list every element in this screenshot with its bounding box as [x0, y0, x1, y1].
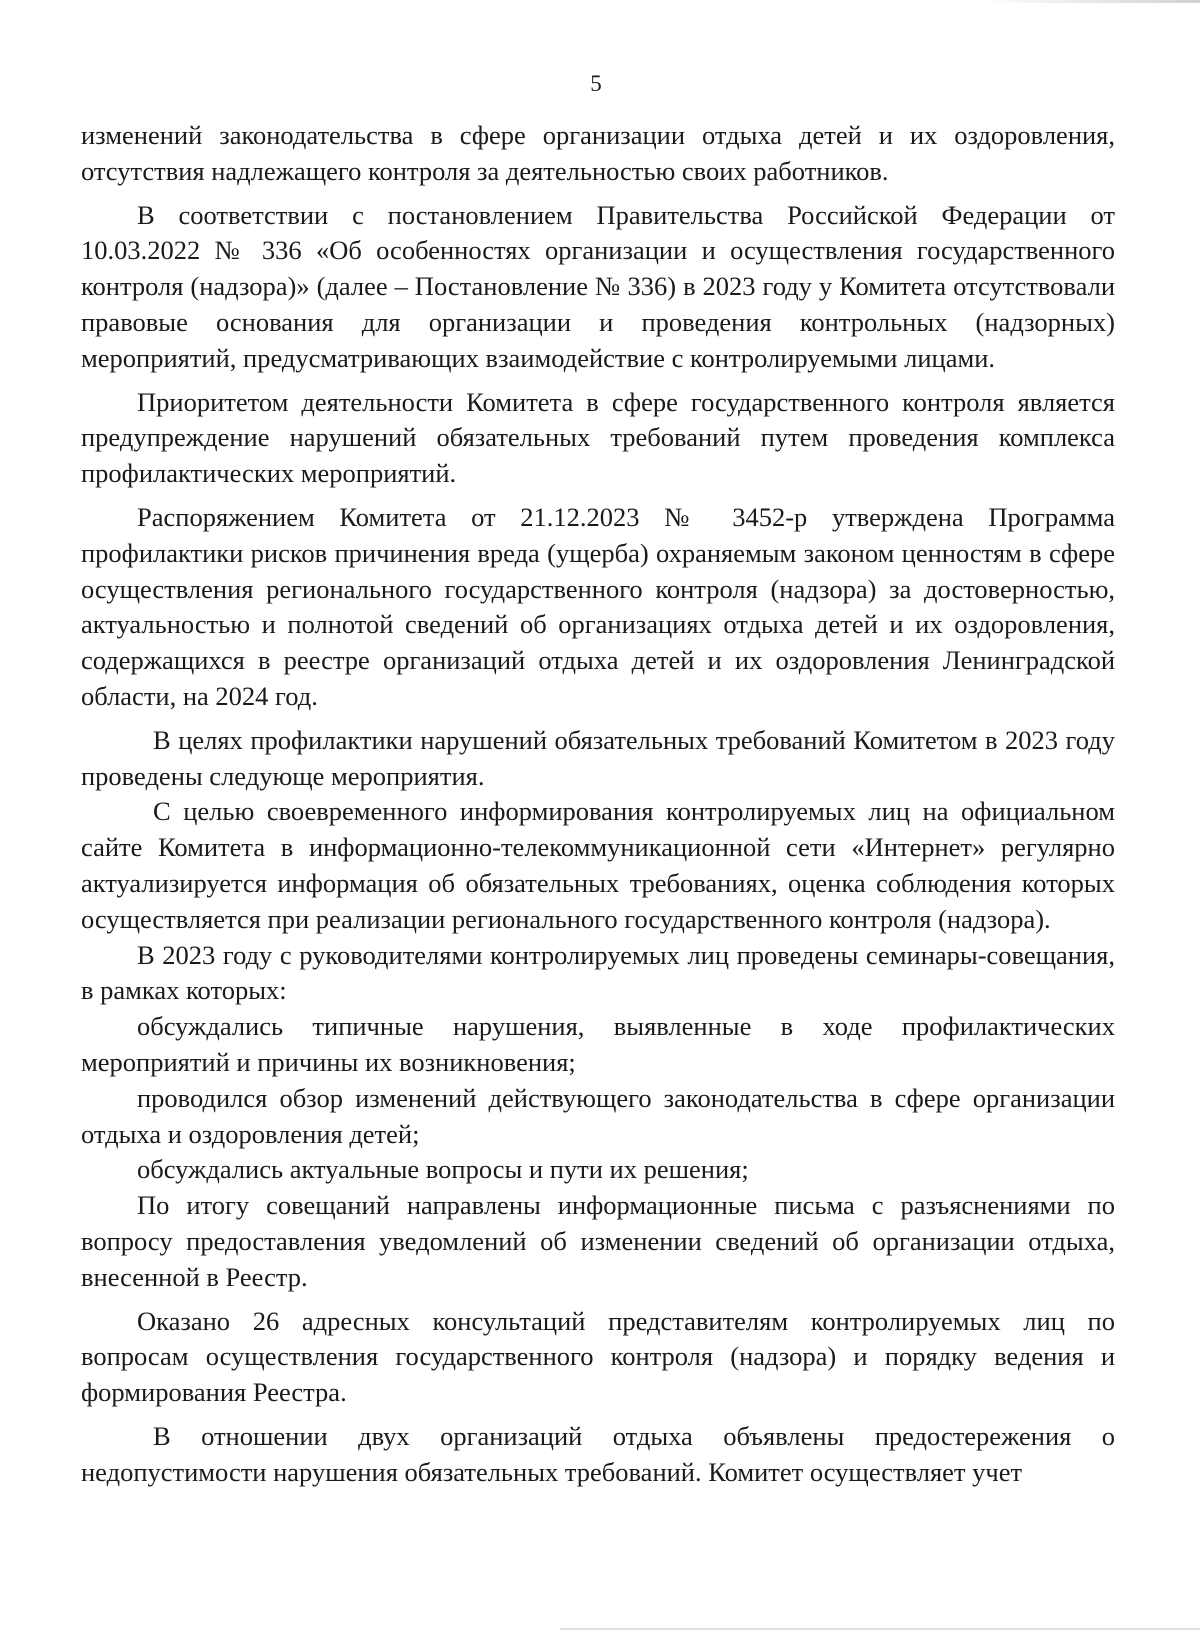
- paragraph: В отношении двух организаций отдыха объявлены предостережения о недопустимости нарушения обязательных требований. Комитет осуществляет учет: [81, 1420, 1115, 1487]
- page-number: 5: [590, 71, 602, 96]
- list-item: обсуждались актуальные вопросы и пути их решения;: [137, 1154, 749, 1185]
- document-body: [81, 118, 1115, 1490]
- paragraph: изменений законодательства в сфере организации отдыха детей и их оздоровления, отсутствия надлежащего контроля за деятельностью своих работников.: [81, 120, 1115, 186]
- paragraph: Приоритетом деятельности Комитета в сфере государственного контроля является предупреждение нарушений обязательных требований путем проведения комплекса профилактических мероприятий.: [81, 386, 1115, 489]
- paragraph: По итогу совещаний направлены информационные письма с разъяснениями по вопросу предоставления уведомлений об изменении сведений об организации отдыха, внесенной в Реестр.: [81, 1190, 1115, 1292]
- paragraph: В 2023 году с руководителями контролируемых лиц проведены семинары-совещания, в рамках которых:: [81, 939, 1115, 1006]
- list-item: обсуждались типичные нарушения, выявленные в ходе профилактических мероприятий и причины их возникновения;: [81, 1011, 1115, 1077]
- scan-edge-top: [980, 0, 1200, 3]
- paragraph: Оказано 26 адресных консультаций представителям контролируемых лиц по вопросам осуществления государственного контроля (надзора) и порядку ведения и формирования Реестра.: [81, 1305, 1115, 1408]
- scan-edge-bottom: [560, 1628, 1200, 1630]
- paragraph: В соответствии с постановлением Правительства Российской Федерации от 10.03.2022 № 336 «Об особенностях организации и осуществления государственного контроля (надзора)» (далее – Постановление № 336) в 2023 году у Комитета отсутствовали правовые основания для организации и проведения контрольных (надзорных) мероприятий, предусматривающих взаимодействие с контролируемыми лицами.: [81, 199, 1115, 373]
- paragraph: В целях профилактики нарушений обязательных требований Комитетом в 2023 году проведены следующе мероприятия.: [81, 724, 1115, 791]
- paragraph: С целью своевременного информирования контролируемых лиц на официальном сайте Комитета в информационно-телекоммуникационной сети «Интернет» регулярно актуализируется информация об обязательных требованиях, оценка соблюдения которых осуществляется при реализации регионального государственного контроля (надзора).: [81, 796, 1115, 934]
- paragraph: Распоряжением Комитета от 21.12.2023 № 3452-р утверждена Программа профилактики рисков причинения вреда (ущерба) охраняемым законом ценностям в сфере осуществления регионального государственного контроля (надзора) за достоверностью, актуальностью и полнотой сведений об организациях отдыха детей и их оздоровления, содержащихся в реестре организаций отдыха детей и их оздоровления Ленинградской области, на 2024 год.: [81, 501, 1115, 711]
- list-item: проводился обзор изменений действующего законодательства в сфере организации отдыха и оздоровления детей;: [81, 1082, 1115, 1149]
